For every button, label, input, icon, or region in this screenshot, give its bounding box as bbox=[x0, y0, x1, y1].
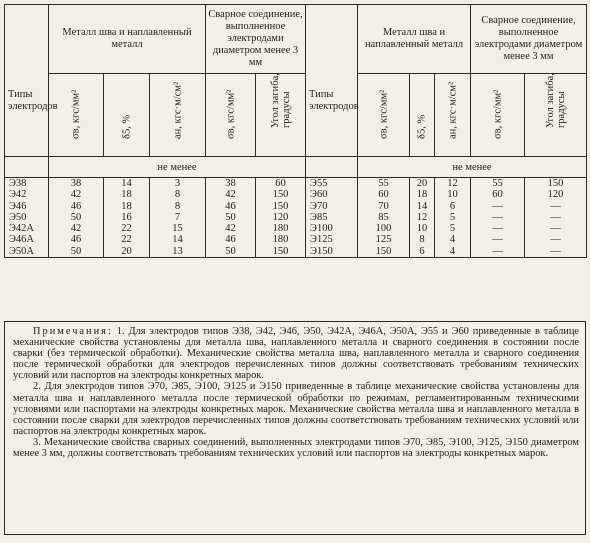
table-cell-value: 60 bbox=[492, 189, 503, 201]
col-delta-left bbox=[104, 74, 150, 157]
metal-group-label-right: Металл шва и наплавленный металл bbox=[364, 27, 464, 50]
table-cell-value: 18 bbox=[416, 189, 428, 201]
table-cell-value: Э46 bbox=[9, 200, 27, 212]
types-header-right bbox=[306, 5, 358, 157]
table-cell-value: 60 bbox=[275, 178, 286, 189]
table-cell-value: 22 bbox=[121, 223, 132, 235]
table-cell-value: Э50А bbox=[9, 245, 35, 257]
types-list-left bbox=[5, 178, 48, 257]
types-list-right bbox=[306, 178, 357, 257]
table-cell-value: — bbox=[492, 223, 503, 235]
col-sigma-left bbox=[49, 74, 104, 157]
table-cell-value: 10 bbox=[416, 223, 428, 235]
table-cell-value: 6 bbox=[449, 200, 456, 212]
table-cell-value: 3 bbox=[174, 178, 181, 189]
delta-list-right bbox=[410, 178, 434, 257]
table-cell-value: 46 bbox=[70, 234, 82, 246]
table-cell-value: 55 bbox=[378, 178, 389, 189]
nemenee-left bbox=[49, 157, 306, 178]
sigma-list-right bbox=[358, 178, 409, 257]
table-cell-value: 16 bbox=[121, 211, 132, 223]
table-cell-value: — bbox=[550, 211, 561, 223]
types-header-left bbox=[5, 5, 58, 157]
table-cell-value: — bbox=[492, 211, 503, 223]
table-cell-value: 18 bbox=[121, 200, 132, 212]
nemenee-right bbox=[358, 157, 587, 178]
table-cell-value: Э70 bbox=[310, 200, 328, 212]
sigma2-list-right bbox=[471, 178, 524, 257]
angle-list-left bbox=[256, 178, 305, 257]
col-sigma2-right bbox=[471, 74, 525, 157]
col-sigma2-label-right: σв, кгс/мм² bbox=[492, 89, 504, 139]
table-cell-value: — bbox=[550, 200, 561, 212]
col-an-left bbox=[150, 74, 206, 157]
table-cell-value: 8 bbox=[174, 189, 181, 201]
types-cell-right bbox=[306, 178, 358, 258]
table-cell-value: 180 bbox=[272, 223, 289, 235]
table-cell-value: Э150 bbox=[310, 245, 333, 257]
table-cell-value: 14 bbox=[172, 234, 183, 246]
table-cell-value: Э42А bbox=[9, 223, 35, 235]
table-cell-value: 38 bbox=[70, 178, 82, 189]
table-cell-value: Э55 bbox=[310, 178, 328, 189]
table-cell-value: 50 bbox=[225, 245, 236, 257]
note-1-text: 1. Для электродов типов Э38, Э42, Э46, Э50, Э42А, Э46А, Э50А, Э55 и Э60 приведенные в таблице механические свойства установлены для металла шва, наплавленного металла и сварного соединения в состоянии после сварки (без термической обработки). Механические свойства металла шва, наплавленного металла и сварного соединения после термической обработки для электродов перечисленных типов должны соответствовать требованиям технических условий или паспортов на электроды конкретных марок. bbox=[13, 326, 579, 382]
table-cell-value: Э85 bbox=[310, 211, 328, 223]
table-cell-value: 120 bbox=[547, 189, 564, 201]
delta-cell-left bbox=[104, 178, 150, 258]
col-delta-label: δ5, % bbox=[121, 114, 132, 139]
table-cell-value: 42 bbox=[70, 223, 82, 235]
col-angle-right bbox=[525, 74, 587, 157]
weld-group-label: Сварное соединение, выполненное электродами диаметром менее 3 мм bbox=[208, 9, 303, 68]
nemenee-blank-right bbox=[306, 157, 358, 178]
table-cell-value: — bbox=[550, 223, 561, 235]
table-cell-value: 7 bbox=[174, 211, 181, 223]
table-cell-value: 150 bbox=[272, 245, 289, 257]
electrode-properties-table bbox=[4, 4, 587, 258]
table-cell-value: — bbox=[550, 245, 561, 257]
table-cell-value: 42 bbox=[225, 223, 236, 235]
table-cell-value: 20 bbox=[121, 245, 132, 257]
an-list-right bbox=[435, 178, 470, 257]
table-cell-value: 150 bbox=[272, 189, 289, 201]
sigma2-cell-right bbox=[471, 178, 525, 258]
table-cell-value: 50 bbox=[225, 211, 236, 223]
an-list-left bbox=[150, 178, 205, 257]
col-sigma2-label: σв, кгс/мм² bbox=[225, 89, 237, 139]
table-cell-value: 14 bbox=[416, 200, 428, 212]
sigma-cell-right bbox=[358, 178, 410, 258]
table-cell-value: — bbox=[492, 245, 503, 257]
table-cell-value: 22 bbox=[121, 234, 132, 246]
col-sigma-label-right: σв, кгс/мм² bbox=[378, 89, 390, 139]
table-cell-value: 15 bbox=[172, 223, 183, 235]
table-cell-value: 70 bbox=[378, 200, 389, 212]
table-cell-value: 4 bbox=[449, 245, 456, 257]
table-cell-value: — bbox=[492, 200, 503, 212]
sigma2-list-left bbox=[206, 178, 255, 257]
table-cell-value: Э50 bbox=[9, 211, 27, 223]
delta-cell-right bbox=[410, 178, 435, 258]
table-cell-value: 42 bbox=[70, 189, 82, 201]
table-cell-value: 12 bbox=[416, 211, 428, 223]
table-cell-value: 20 bbox=[416, 178, 428, 189]
sigma2-cell-left bbox=[206, 178, 256, 258]
table-cell-value: Э46А bbox=[9, 234, 35, 246]
table-cell-value: 180 bbox=[272, 234, 289, 246]
col-sigma-right bbox=[358, 74, 410, 157]
sigma-list-left bbox=[49, 178, 103, 257]
angle-cell-right bbox=[525, 178, 587, 258]
table-cell-value: Э42 bbox=[9, 189, 27, 201]
table-cell-value: 60 bbox=[378, 189, 389, 201]
table-cell-value: 100 bbox=[375, 223, 392, 235]
table-cell-value: 4 bbox=[449, 234, 456, 246]
delta-list-left bbox=[104, 178, 149, 257]
table-cell-value: 13 bbox=[172, 245, 183, 257]
col-angle-label: Угол загиба, градусы bbox=[269, 73, 292, 128]
table-cell-value: 46 bbox=[70, 200, 82, 212]
col-an-label-right: aн, кгс·м/см² bbox=[447, 81, 459, 139]
table-cell-value: 10 bbox=[447, 189, 458, 201]
table-cell-value: 5 bbox=[449, 211, 456, 223]
col-angle-left bbox=[256, 74, 306, 157]
table-cell-value: 125 bbox=[375, 234, 392, 246]
col-delta-label-right: δ5, % bbox=[416, 114, 428, 139]
weld-group-label-right: Сварное соединение, выполненное электродами диаметром менее 3 мм bbox=[474, 15, 583, 62]
notes-box bbox=[4, 321, 586, 535]
not-less-label-right: не менее bbox=[452, 161, 492, 173]
not-less-label: не менее bbox=[157, 161, 197, 173]
table-cell-value: 150 bbox=[272, 200, 289, 212]
nemenee-blank-left bbox=[5, 157, 49, 178]
types-label-right: Типы электродов bbox=[309, 88, 359, 112]
col-sigma2-left bbox=[206, 74, 256, 157]
note-1 bbox=[13, 326, 579, 381]
table-cell-value: 6 bbox=[419, 245, 425, 257]
metal-group-label: Металл шва и наплавленный металл bbox=[62, 27, 192, 50]
metal-group-header-right bbox=[358, 5, 471, 74]
table-cell-value: 55 bbox=[492, 178, 503, 189]
angle-list-right bbox=[525, 178, 586, 257]
table-cell-value: 46 bbox=[225, 200, 236, 212]
table-cell-value: — bbox=[492, 234, 503, 246]
types-cell-left bbox=[5, 178, 49, 258]
table-cell-value: Э38 bbox=[9, 178, 27, 189]
table-cell-value: Э100 bbox=[310, 223, 333, 235]
col-an-right bbox=[435, 74, 471, 157]
table-cell-value: 12 bbox=[447, 178, 458, 189]
sigma-cell-left bbox=[49, 178, 104, 258]
table-cell-value: 8 bbox=[419, 234, 425, 246]
types-label: Типы электродов bbox=[8, 88, 58, 112]
table-cell-value: 150 bbox=[547, 178, 564, 189]
table-cell-value: Э60 bbox=[310, 189, 328, 201]
table-cell-value: 42 bbox=[225, 189, 236, 201]
note-3: 3. Механические свойства сварных соединений, выполненных электродами типов Э70, Э85, Э100, Э125, Э150 диаметром менее 3 мм, должны соответствовать требованиям технических условий или паспортов на электроды конкретных марок. bbox=[13, 436, 579, 460]
table-cell-value: 46 bbox=[225, 234, 236, 246]
an-cell-left bbox=[150, 178, 206, 258]
table-cell-value: 50 bbox=[70, 245, 82, 257]
table-cell-value: Э125 bbox=[310, 234, 333, 246]
angle-cell-left bbox=[256, 178, 306, 258]
table-cell-value: 14 bbox=[121, 178, 132, 189]
metal-group-header bbox=[49, 5, 206, 74]
col-sigma-label: σв, кгс/мм² bbox=[70, 89, 82, 139]
table-cell-value: 50 bbox=[70, 211, 82, 223]
table-cell-value: 8 bbox=[174, 200, 181, 212]
table-cell-value: 38 bbox=[225, 178, 236, 189]
table-cell-value: 150 bbox=[375, 245, 392, 257]
an-cell-right bbox=[435, 178, 471, 258]
note-2: 2. Для электродов типов Э70, Э85, Э100, Э125 и Э150 приведенные в таблице механические свойства установлены для металла шва и наплавленного металла после термической обработки по режимам, регламентированным техническими условиями или паспортами на электроды конкретных марок. Механические свойства металла шва и наплавленного металла в состоянии после сварки для электродов перечисленных типов должны соответствовать требованиям технических условий или паспортов на электроды конкретных марок. bbox=[13, 381, 579, 437]
table-cell-value: — bbox=[550, 234, 561, 246]
table-cell-value: 120 bbox=[272, 211, 289, 223]
col-delta-right bbox=[410, 74, 435, 157]
table-cell-value: 18 bbox=[121, 189, 132, 201]
col-an-label: aн, кгс·м/см² bbox=[172, 81, 183, 139]
col-angle-label-right: Угол загиба, градусы bbox=[544, 73, 567, 128]
table-cell-value: 5 bbox=[449, 223, 456, 235]
table-cell-value: 85 bbox=[378, 211, 389, 223]
weld-group-header-right bbox=[471, 5, 587, 74]
notes-label: Примечания: bbox=[33, 326, 113, 337]
